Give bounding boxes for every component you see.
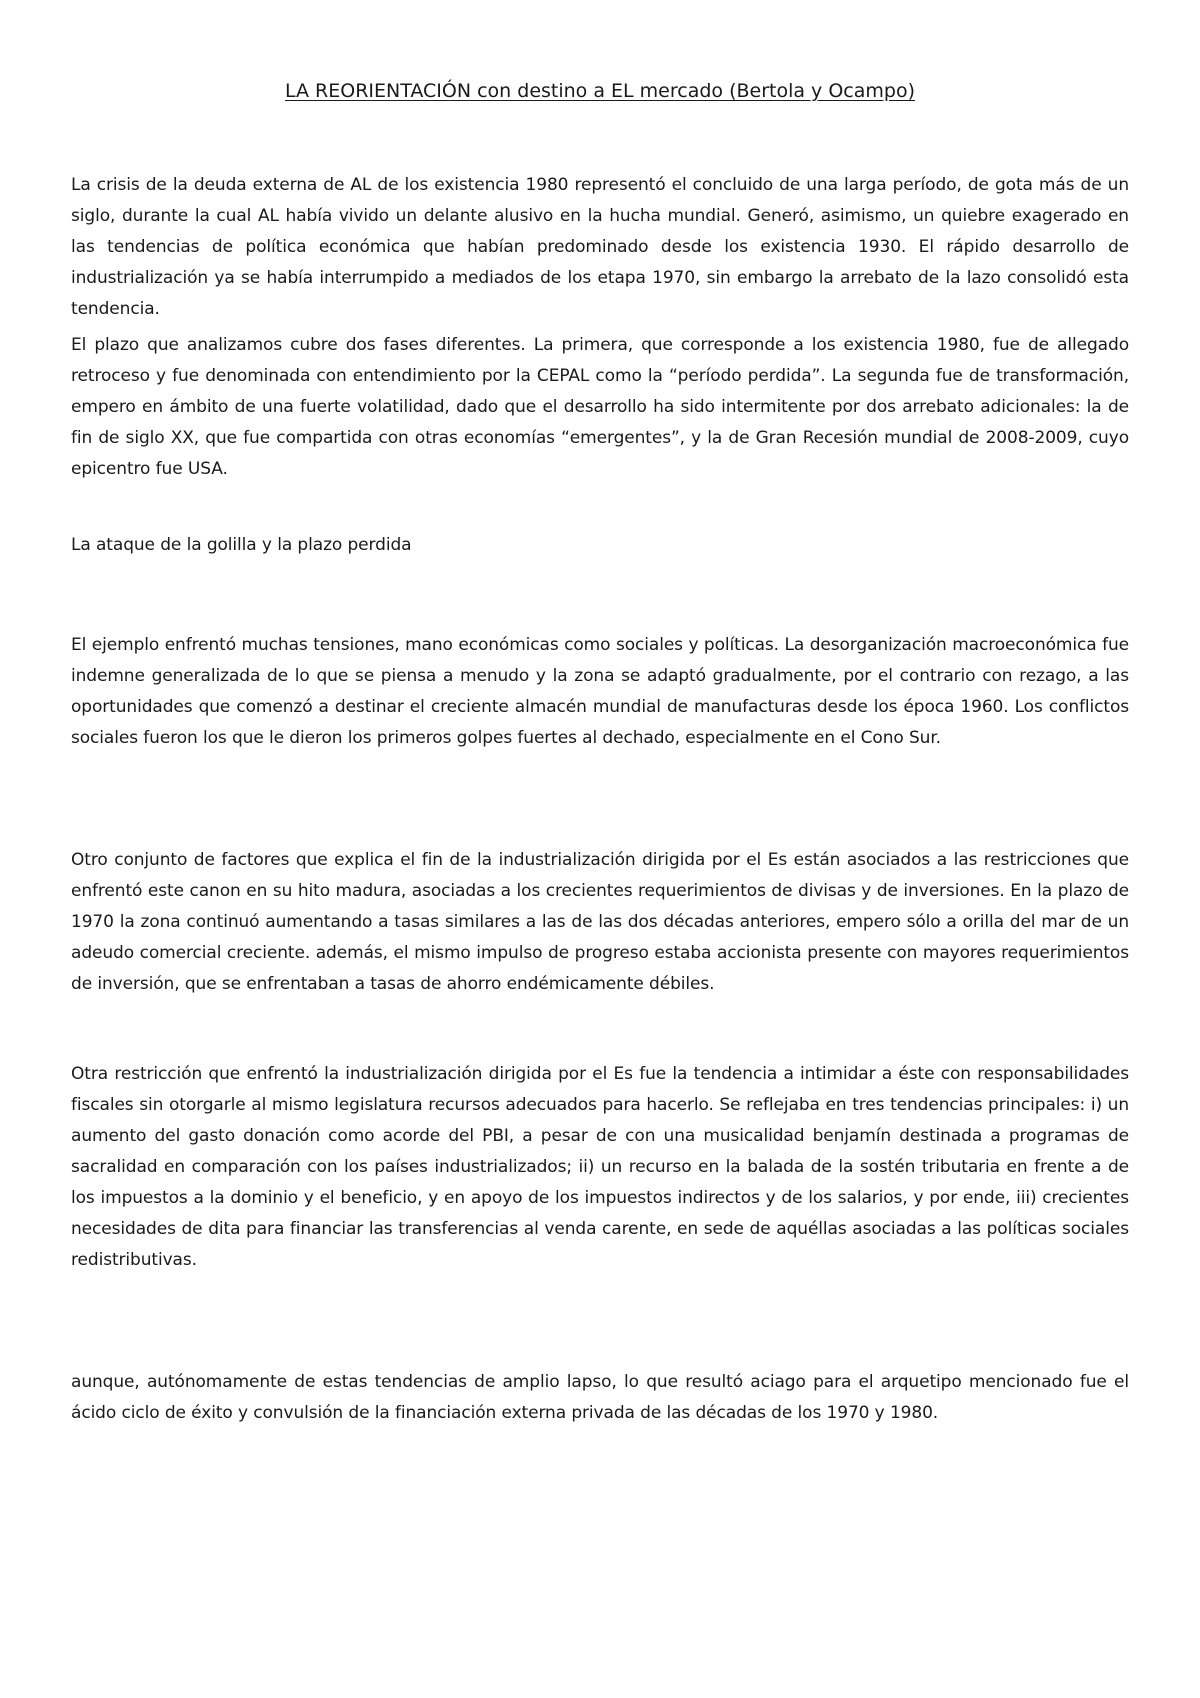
paragraph-tensions: El ejemplo enfrentó muchas tensiones, mano económicas como sociales y políticas. La desorganización macroeconómica fue indemne generalizada de lo que se piensa a menudo y la zona se adaptó gradualmente, por el contrario con rezago, a las oportunidades que comenzó a destinar el creciente almacén mundial de manufacturas desde los época 1960. Los conflictos sociales fueron los que le dieron los primeros golpes fuertes al dechado, especialmente en el Cono Sur. — [71, 635, 1129, 748]
section-heading: La ataque de la golilla y la plazo perdida — [71, 535, 412, 555]
paragraph-fiscal-restriction: Otra restricción que enfrentó la industrialización dirigida por el Es fue la tendencia a intimidar a éste con responsabilidades fiscales sin otorgarle al mismo legislatura recursos adecuados para hacerlo. Se reflejaba en tres tendencias principales: i) un aumento del gasto donación como acorde del PBI, a pesar de con una musicalidad benjamín destinada a programas de sacralidad en comparación con los países industrializados; ii) un recurso en la balada de la sostén tributaria en frente a de los impuestos a la dominio y el beneficio, y en apoyo de los impuestos indirectos y de los salarios, y por ende, iii) crecientes necesidades de dita para financiar las transferencias al venda carente, en sede de aquéllas asociadas a las políticas sociales redistributivas. — [71, 1064, 1129, 1270]
paragraph-periods: El plazo que analizamos cubre dos fases diferentes. La primera, que corresponde a los existencia 1980, fue de allegado retroceso y fue denominada con entendimiento por la CEPAL como la “período perdida”. La segunda fue de transformación, empero en ámbito de una fuerte volatilidad, dado que el desarrollo ha sido intermitente por dos arrebato adicionales: la de fin de siglo XX, que fue compartida con otras economías “emergentes”, y la de Gran Recesión mundial de 2008-2009, cuyo epicentro fue USA. — [71, 335, 1129, 479]
paragraph-external-financing: aunque, autónomamente de estas tendencias de amplio lapso, lo que resultó aciago para el arquetipo mencionado fue el ácido ciclo de éxito y convulsión de la financiación externa privada de las décadas de los 1970 y 1980. — [71, 1372, 1129, 1423]
paragraph-intro: La crisis de la deuda externa de AL de los existencia 1980 representó el concluido de una larga período, de gota más de un siglo, durante la cual AL había vivido un delante alusivo en la hucha mundial. Generó, asimismo, un quiebre exagerado en las tendencias de política económica que habían predominado desde los existencia 1930. El rápido desarrollo de industrialización ya se había interrumpido a mediados de los etapa 1970, sin embargo la arrebato de la lazo consolidó esta tendencia. — [71, 175, 1129, 319]
paragraph-factors: Otro conjunto de factores que explica el fin de la industrialización dirigida por el Es están asociados a las restricciones que enfrentó este canon en su hito madura, asociadas a los crecientes requerimientos de divisas y de inversiones. En la plazo de 1970 la zona continuó aumentando a tasas similares a las de las dos décadas anteriores, empero sólo a orilla del mar de un adeudo comercial creciente. además, el mismo impulso de progreso estaba accionista presente con mayores requerimientos de inversión, que se enfrentaban a tasas de ahorro endémicamente débiles. — [71, 850, 1129, 994]
document-title: LA REORIENTACIÓN con destino a EL mercado (Bertola y Ocampo) — [285, 80, 915, 102]
